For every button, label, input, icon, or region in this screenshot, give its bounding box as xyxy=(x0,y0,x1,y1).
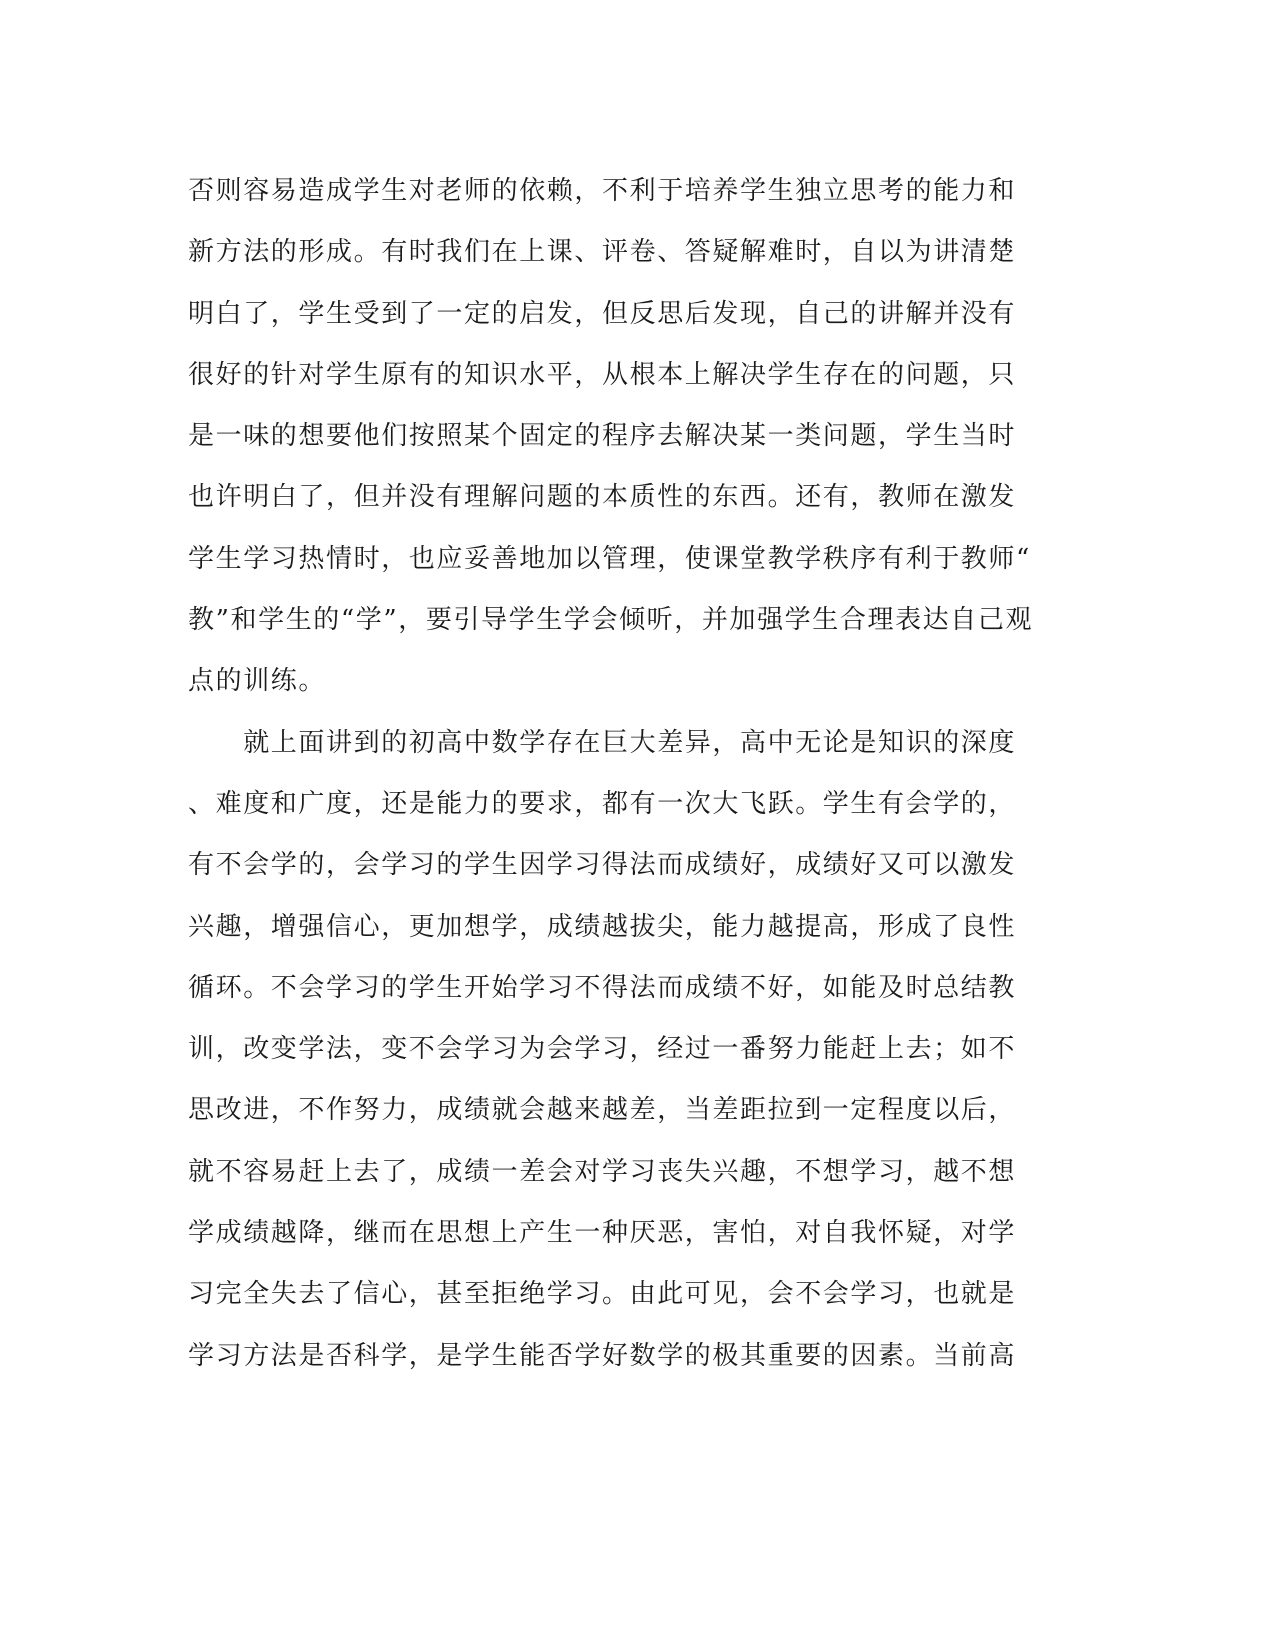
text-line: 就上面讲到的初高中数学存在巨大差异，高中无论是知识的深度 xyxy=(188,727,1017,758)
text-line: 训，改变学法，变不会学习为会学习，经过一番努力能赶上去；如不 xyxy=(188,1034,1017,1065)
text-line: 有不会学的，会学习的学生因学习得法而成绩好，成绩好又可以激发 xyxy=(188,850,1017,881)
text-line: 学生学习热情时，也应妥善地加以管理，使课堂教学秩序有利于教师“ xyxy=(188,543,1031,574)
text-line: 思改进，不作努力，成绩就会越来越差，当差距拉到一定程度以后， xyxy=(188,1095,1017,1126)
text-line: 循环。不会学习的学生开始学习不得法而成绩不好，如能及时总结教 xyxy=(188,972,1017,1003)
text-line: 兴趣，增强信心，更加想学，成绩越拔尖，能力越提高，形成了良性 xyxy=(188,911,1017,942)
text-line: 也许明白了，但并没有理解问题的本质性的东西。还有，教师在激发 xyxy=(188,482,1017,513)
text-line: 点的训练。 xyxy=(188,666,327,697)
text-line: 很好的针对学生原有的知识水平，从根本上解决学生存在的问题，只 xyxy=(188,359,1017,390)
text-line: 学成绩越降，继而在思想上产生一种厌恶，害怕，对自我怀疑，对学 xyxy=(188,1218,1017,1249)
text-line: 明白了，学生受到了一定的启发，但反思后发现，自己的讲解并没有 xyxy=(188,298,1017,329)
text-line: 新方法的形成。有时我们在上课、评卷、答疑解难时，自以为讲清楚 xyxy=(188,237,1017,268)
text-line: 学习方法是否科学，是学生能否学好数学的极其重要的因素。当前高 xyxy=(188,1340,1017,1371)
body-text xyxy=(188,161,1068,1387)
text-line: 习完全失去了信心，甚至拒绝学习。由此可见，会不会学习，也就是 xyxy=(188,1279,1017,1310)
text-line: 就不容易赶上去了，成绩一差会对学习丧失兴趣，不想学习，越不想 xyxy=(188,1156,1017,1187)
text-line: 教”和学生的“学”，要引导学生学会倾听，并加强学生合理表达自己观 xyxy=(188,605,1034,636)
text-line: 否则容易造成学生对老师的依赖，不利于培养学生独立思考的能力和 xyxy=(188,176,1017,206)
text-line: 、难度和广度，还是能力的要求，都有一次大飞跃。学生有会学的， xyxy=(188,788,1017,819)
text-line: 是一味的想要他们按照某个固定的程序去解决某一类问题，学生当时 xyxy=(188,421,1017,452)
